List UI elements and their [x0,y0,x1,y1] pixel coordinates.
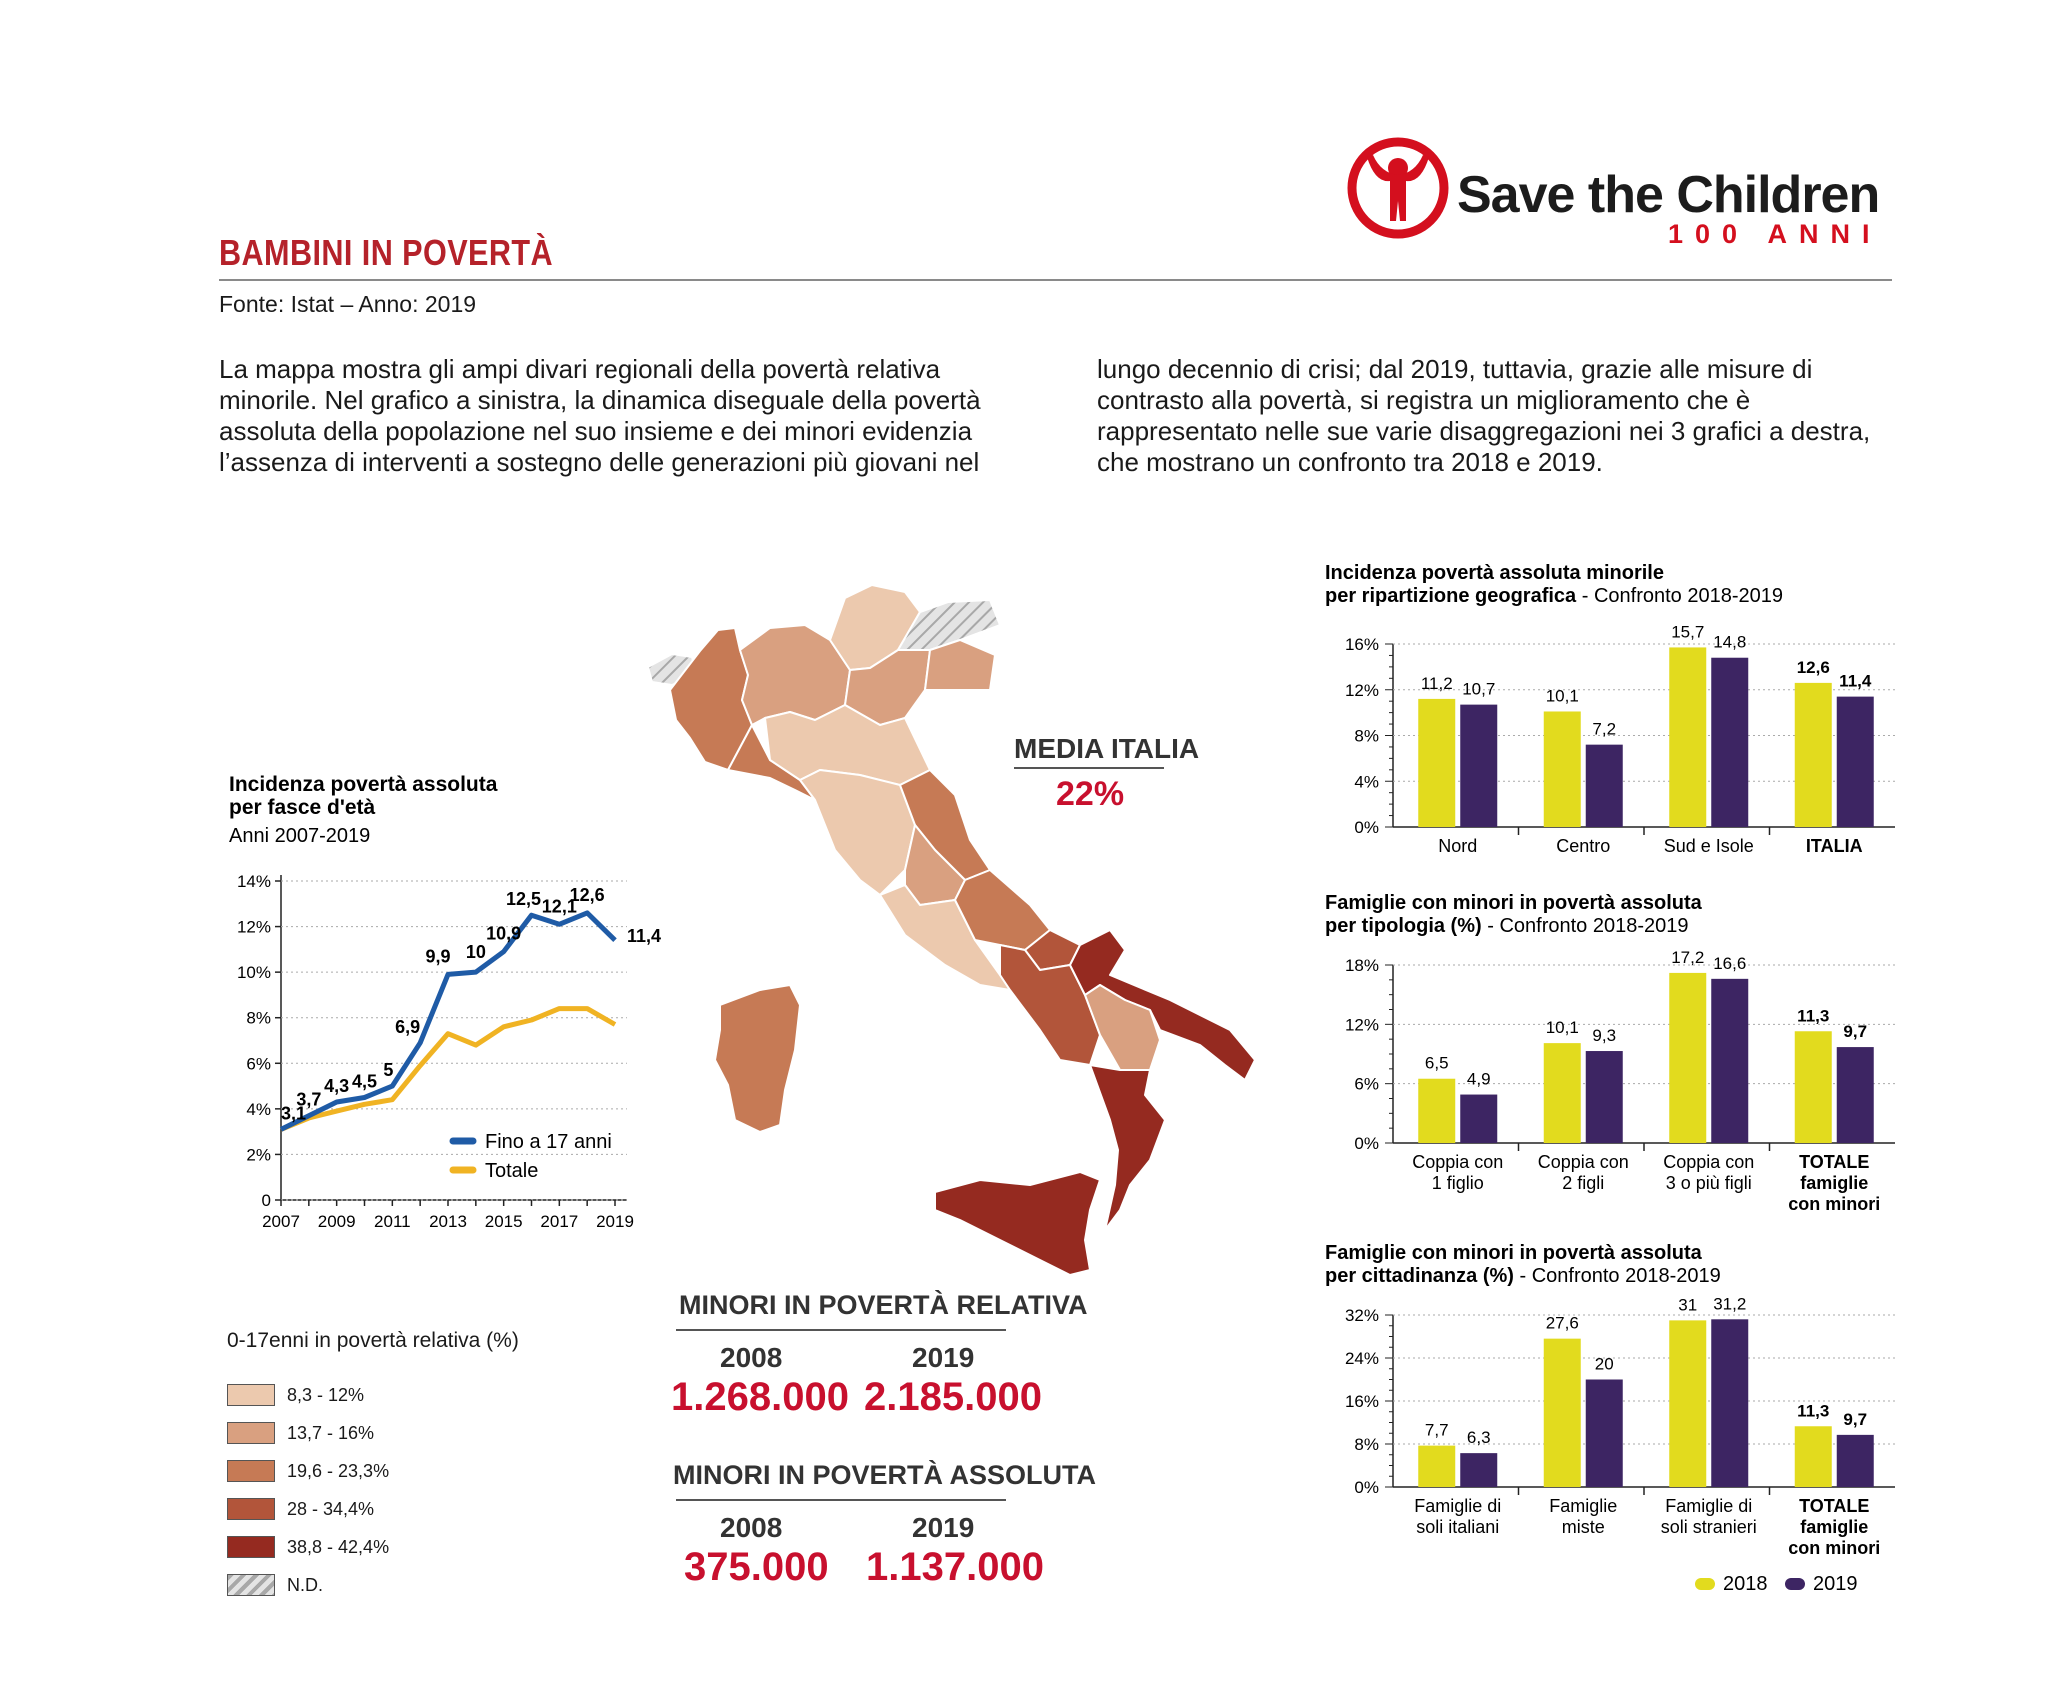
legend-label: 28 - 34,4% [287,1498,375,1519]
data-label: 7,2 [1592,719,1617,739]
bar-2018 [1418,699,1455,827]
bar-chart-title-1: Famiglie con minori in povertà assoluta [1325,1242,1702,1264]
media-divider [1014,767,1164,769]
y-tick-label: 16% [1344,1392,1379,1411]
series-line-fino-a-17-anni [281,913,615,1130]
category-label: con minori [1788,1538,1881,1558]
bar-2018 [1544,711,1581,827]
legend-swatch [227,1460,275,1482]
data-label: 6,9 [395,1016,421,1037]
bar-2018 [1669,1320,1706,1487]
legend-swatch [1785,1578,1805,1590]
category-label: Nord [1438,836,1478,856]
category-label: miste [1561,1517,1605,1537]
category-label: soli italiani [1416,1517,1500,1537]
category-label: soli stranieri [1660,1517,1757,1537]
bar-chart-title-2: per cittadinanza (%) - Confronto 2018-2019 [1325,1265,1721,1287]
category-label: Coppia con [1537,1152,1629,1172]
region-calabria [1090,1065,1165,1230]
legend-label: 19,6 - 23,3% [287,1460,390,1481]
y-tick-label: 18% [1344,956,1379,975]
data-label: 12,5 [505,889,542,910]
bar-chart-title-1: Famiglie con minori in povertà assoluta [1325,892,1702,914]
map-legend-item [227,1497,374,1521]
legend-swatch [1695,1578,1715,1590]
category-label: Coppia con [1412,1152,1504,1172]
data-label: 5 [383,1060,394,1081]
bar-2018 [1795,1426,1832,1487]
y-tick-label: 10% [236,963,271,983]
data-label: 16,6 [1713,953,1747,973]
bar-2018 [1669,647,1706,827]
category-label: Famiglie di [1414,1496,1502,1516]
category-label: Centro [1556,836,1611,856]
assoluta-divider [676,1499,1006,1501]
bar-chart-title-2: per tipologia (%) - Confronto 2018-2019 [1325,915,1689,937]
bar-2019 [1837,1047,1874,1143]
category-label: Famiglie di [1665,1496,1753,1516]
y-tick-label: 0% [1354,1478,1379,1497]
region-toscana [800,770,915,895]
data-label: 11,3 [1797,1006,1830,1026]
data-label: 12,6 [1796,657,1830,677]
legend-label: 2019 [1813,1573,1858,1595]
category-label: Coppia con [1663,1152,1755,1172]
bar-2018 [1544,1339,1581,1487]
bar-2019 [1586,1380,1623,1488]
category-label: 1 figlio [1431,1173,1484,1193]
y-tick-label: 6% [1354,1074,1379,1094]
data-label: 10,7 [1462,679,1496,699]
bar-2019 [1460,705,1497,827]
bar-chart-title-1: Incidenza povertà assoluta minorile [1325,562,1664,584]
y-tick-label: 8% [246,1008,271,1028]
bar-2019 [1711,1319,1748,1487]
y-tick-label: 8% [1354,726,1379,746]
bar-2019 [1586,745,1623,827]
data-label: 11,4 [627,926,662,947]
map-legend-item [227,1459,389,1483]
data-label: 27,6 [1545,1313,1579,1333]
data-label: 4,3 [324,1076,350,1097]
relativa-value-1: 1.268.000 [671,1375,849,1419]
bar-2018 [1544,1043,1581,1143]
data-label: 11,2 [1420,673,1453,693]
category-label: TOTALE [1799,1496,1870,1516]
data-label: 9,7 [1843,1022,1868,1042]
x-tick-label: 2009 [317,1212,356,1231]
assoluta-value-2: 1.137.000 [866,1545,1044,1589]
y-tick-label: 6% [246,1054,271,1074]
bar-2019 [1711,658,1748,827]
data-label: 9,7 [1843,1409,1868,1429]
data-label: 11,4 [1839,671,1872,691]
y-tick-label: 0% [1354,818,1379,837]
series-line-totale [281,1009,615,1130]
category-label: con minori [1788,1194,1881,1214]
category-label: TOTALE [1799,1152,1870,1172]
category-label: famiglie [1800,1173,1869,1193]
title-divider [219,279,1892,281]
map-legend-title: 0-17enni in povertà relativa (%) [227,1329,519,1352]
x-tick-label: 2017 [540,1212,579,1231]
data-label: 7,7 [1424,1420,1449,1440]
legend-label: Totale [485,1160,539,1182]
data-label: 12,6 [569,884,605,905]
logo-name: Save the Children [1457,166,1880,224]
data-label: 12,1 [541,896,577,917]
assoluta-value-1: 375.000 [684,1545,829,1589]
bar-2018 [1418,1446,1455,1487]
legend-swatch [227,1574,275,1596]
bar-2019 [1711,979,1748,1143]
bar-2018 [1795,1031,1832,1143]
region-friuli [925,640,995,690]
relativa-year-1: 2008 [720,1342,783,1373]
map-legend-item [227,1383,364,1407]
page-title: BAMBINI IN POVERTÀ [219,232,554,273]
legend-label: 38,8 - 42,4% [287,1536,390,1557]
legend-label: Fino a 17 anni [485,1131,612,1153]
y-tick-label: 12% [236,917,271,937]
bar-chart-typology [1315,885,1915,1220]
bar-chart-citizenship [1315,1235,1915,1605]
x-tick-label: 2019 [596,1212,634,1231]
x-tick-label: 2015 [484,1212,523,1231]
bar-chart-geographic [1315,555,1915,860]
data-label: 17,2 [1671,947,1705,967]
map-legend-item [227,1421,374,1445]
y-tick-label: 4% [246,1099,271,1119]
y-tick-label: 24% [1344,1349,1379,1368]
y-tick-label: 16% [1344,635,1379,654]
bar-2019 [1837,1435,1874,1487]
bar-2018 [1795,683,1832,827]
category-label: Sud e Isole [1663,836,1754,856]
bar-2019 [1460,1453,1497,1487]
y-tick-label: 14% [236,872,271,891]
data-label: 11,3 [1797,1401,1830,1421]
bar-chart-title-2: per ripartizione geografica - Confronto 2018-2019 [1325,585,1783,607]
x-tick-label: 2007 [262,1212,300,1231]
y-tick-label: 32% [1344,1306,1379,1325]
bar-2018 [1669,973,1706,1143]
x-tick-label: 2013 [429,1212,467,1231]
data-label: 10,1 [1545,686,1579,706]
legend-label: 8,3 - 12% [287,1384,365,1405]
intro-left: La mappa mostra gli ampi divari regionali della povertà relativa minorile. Nel grafico a sinistra, la dinamica diseguale della povertà assoluta della popolazione nel suo insieme e dei minori evidenzia l’assenza di interventi a sostegno delle generazioni più giovani nel [219,354,981,477]
data-label: 15,7 [1671,622,1705,642]
media-italia-label: MEDIA ITALIA [1014,733,1200,764]
relativa-value-2: 2.185.000 [864,1375,1042,1419]
save-the-children-logo-icon [1345,135,1451,241]
region-sicilia [935,1172,1100,1275]
y-tick-label: 0% [1354,1134,1379,1153]
map-legend-item [227,1535,389,1559]
legend-label: 2018 [1723,1573,1768,1595]
data-label: 14,8 [1713,632,1747,652]
map-legend-item [227,1573,323,1597]
legend-label: 13,7 - 16% [287,1422,375,1443]
line-chart-poverty-by-age [219,765,689,1240]
data-label: 10 [465,942,486,963]
intro-right: lungo decennio di crisi; dal 2019, tuttavia, grazie alle misure di contrasto alla povertà, si registra un miglioramento che è rappresentato nelle sue varie disaggregazioni nei 3 grafici a destra, che mostrano un confronto tra 2018 e 2019. [1097,354,1871,477]
data-label: 10,9 [486,923,522,944]
y-tick-label: 2% [246,1145,271,1165]
y-tick-label: 12% [1344,1015,1379,1035]
y-tick-label: 4% [1354,772,1379,792]
data-label: 4,9 [1466,1069,1491,1089]
x-tick-label: 2011 [374,1212,411,1231]
data-label: 20 [1594,1354,1614,1374]
line-chart-title-2: per fasce d'età [229,796,376,819]
data-label: 4,5 [351,1071,378,1092]
relativa-year-2: 2019 [912,1342,975,1373]
data-label: 9,3 [1592,1026,1617,1046]
bar-2019 [1586,1051,1623,1143]
category-label: 3 o più figli [1665,1173,1752,1193]
data-label: 6,3 [1466,1428,1491,1448]
y-tick-label: 12% [1344,680,1379,700]
bar-2018 [1418,1079,1455,1143]
legend-swatch [227,1498,275,1520]
bar-2019 [1837,697,1874,827]
line-chart-subtitle: Anni 2007-2019 [229,825,371,847]
data-label: 10,1 [1545,1018,1579,1038]
line-chart-title-1: Incidenza povertà assoluta [229,773,498,796]
legend-swatch [227,1384,275,1406]
italy-map [640,570,1280,1290]
relativa-heading: MINORI IN POVERTÀ RELATIVA [679,1290,1088,1320]
assoluta-heading: MINORI IN POVERTÀ ASSOLUTA [673,1460,1097,1490]
category-label: Famiglie [1549,1496,1618,1516]
y-tick-label: 0 [261,1191,271,1210]
relativa-divider [676,1329,1006,1331]
category-label: famiglie [1800,1517,1869,1537]
bar-2019 [1460,1095,1497,1143]
data-label: 31,2 [1713,1294,1747,1314]
logo-sub: 100 ANNI [1668,219,1882,249]
media-italia-value: 22% [1056,775,1125,813]
category-label: ITALIA [1805,836,1863,856]
legend-swatch [227,1536,275,1558]
data-label: 3,7 [296,1089,322,1110]
data-label: 3,1 [281,1103,307,1124]
data-label: 9,9 [425,946,451,967]
source-note: Fonte: Istat – Anno: 2019 [219,291,477,317]
assoluta-year-1: 2008 [720,1512,783,1543]
assoluta-year-2: 2019 [912,1512,975,1543]
y-tick-label: 8% [1354,1435,1379,1454]
legend-label: N.D. [287,1574,323,1595]
data-label: 6,5 [1424,1053,1449,1073]
category-label: 2 figli [1562,1173,1605,1193]
region-sardegna [715,985,800,1132]
legend-swatch [227,1422,275,1444]
data-label: 31 [1678,1295,1698,1315]
